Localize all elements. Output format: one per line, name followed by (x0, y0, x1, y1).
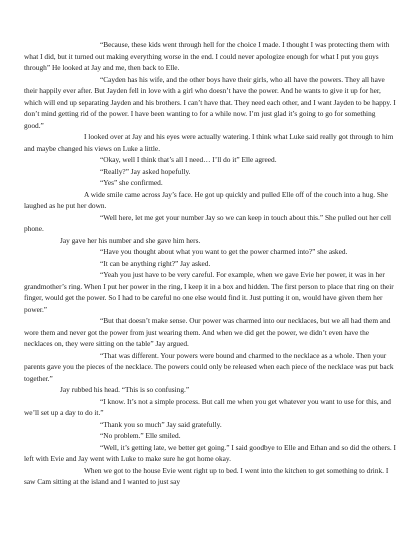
paragraph: Jay gave her his number and she gave him hers. (60, 235, 201, 245)
paragraph: “Well here, let me get your number Jay so we can keep in touch about this.” She pulled out her cell phone. (24, 212, 392, 233)
paragraph: I looked over at Jay and his eyes were actually watering. I think what Luke said really got through to him and maybe changed his views on Luke a little. (24, 132, 394, 153)
paragraph: “Well, it’s getting late, we better get going.” I said goodbye to Elle and Ethan and so did the others. I left with Evie and Jay went with Luke to make sure he got home okay. (24, 442, 396, 463)
paragraph: “Have you thought about what you want to get the power charmed into?” she asked. (100, 247, 348, 256)
paragraph: “Yes” she confirmed. (100, 178, 163, 187)
paragraph: A wide smile came across Jay’s face. He got up quickly and pulled Elle off of the couch into a hug. She laughed as he put her down. (24, 189, 388, 210)
paragraph: “No problem.” Elle smiled. (100, 431, 181, 440)
paragraph: “But that doesn’t make sense. Our power was charmed into our necklaces, but we all had them and wore them and never got the power from just wearing them. And when we did get the power, we didn’t even have the necklaces on, they were sitting on the table” Jay argued. (24, 316, 391, 348)
paragraph: “Really?” Jay asked hopefully. (100, 166, 191, 176)
paragraph: “Because, these kids went through hell for the choice I made. I thought I was protecting them with what I did, but it turned out making everything worse in the end. I could never apologize enough for what I put you guys through” He looked at Jay and me, then back to Elle. (24, 40, 390, 72)
paragraph: “I know. It’s not a simple process. But call me when you get whatever you want to use for this, and we’ll set up a day to do it.” (24, 396, 391, 417)
body-text (24, 39, 396, 488)
paragraph: When we got to the house Evie went right up to bed. I went into the kitchen to get something to drink. I saw Cam sitting at the island and I wanted to just say (24, 465, 389, 486)
paragraph: “Thank you so much” Jay said gratefully. (100, 419, 222, 429)
paragraph: “Yeah you just have to be very careful. For example, when we gave Evie her power, it was in her grandmother’s ring. When I put her power in the ring, I keep it in a box and hidden. The first person to place that ring on their finger, would get the power. So I had to be careful no one else would find it. Just putting it on, would have given them her power.” (24, 270, 394, 314)
paragraph: Jay rubbed his head. “This is so confusing.” (60, 385, 190, 394)
paragraph: “That was different. Your powers were bound and charmed to the necklace as a whole. Then your parents gave you the pieces of the necklace. The powers could only be released when each piece of the necklace was put back together.” (24, 350, 394, 383)
paragraph: “Okay, well I think that’s all I need… I’ll do it” Elle agreed. (100, 155, 277, 164)
paragraph: “Cayden has his wife, and the other boys have their girls, who all have the powers. They all have their happily ever after. But Jayden fell in love with a girl who doesn’t have the power. And he wants to give it up for her, which will end up separating Jayden and his brothers. I can’t have that. They need each other, and I want Jayden to be happy. I don’t mind getting rid of the power. I have been wanting to for a while now. I’m just glad it’s going to go for something good.” (24, 74, 396, 130)
paragraph: “It can be anything right?” Jay asked. (100, 258, 211, 268)
